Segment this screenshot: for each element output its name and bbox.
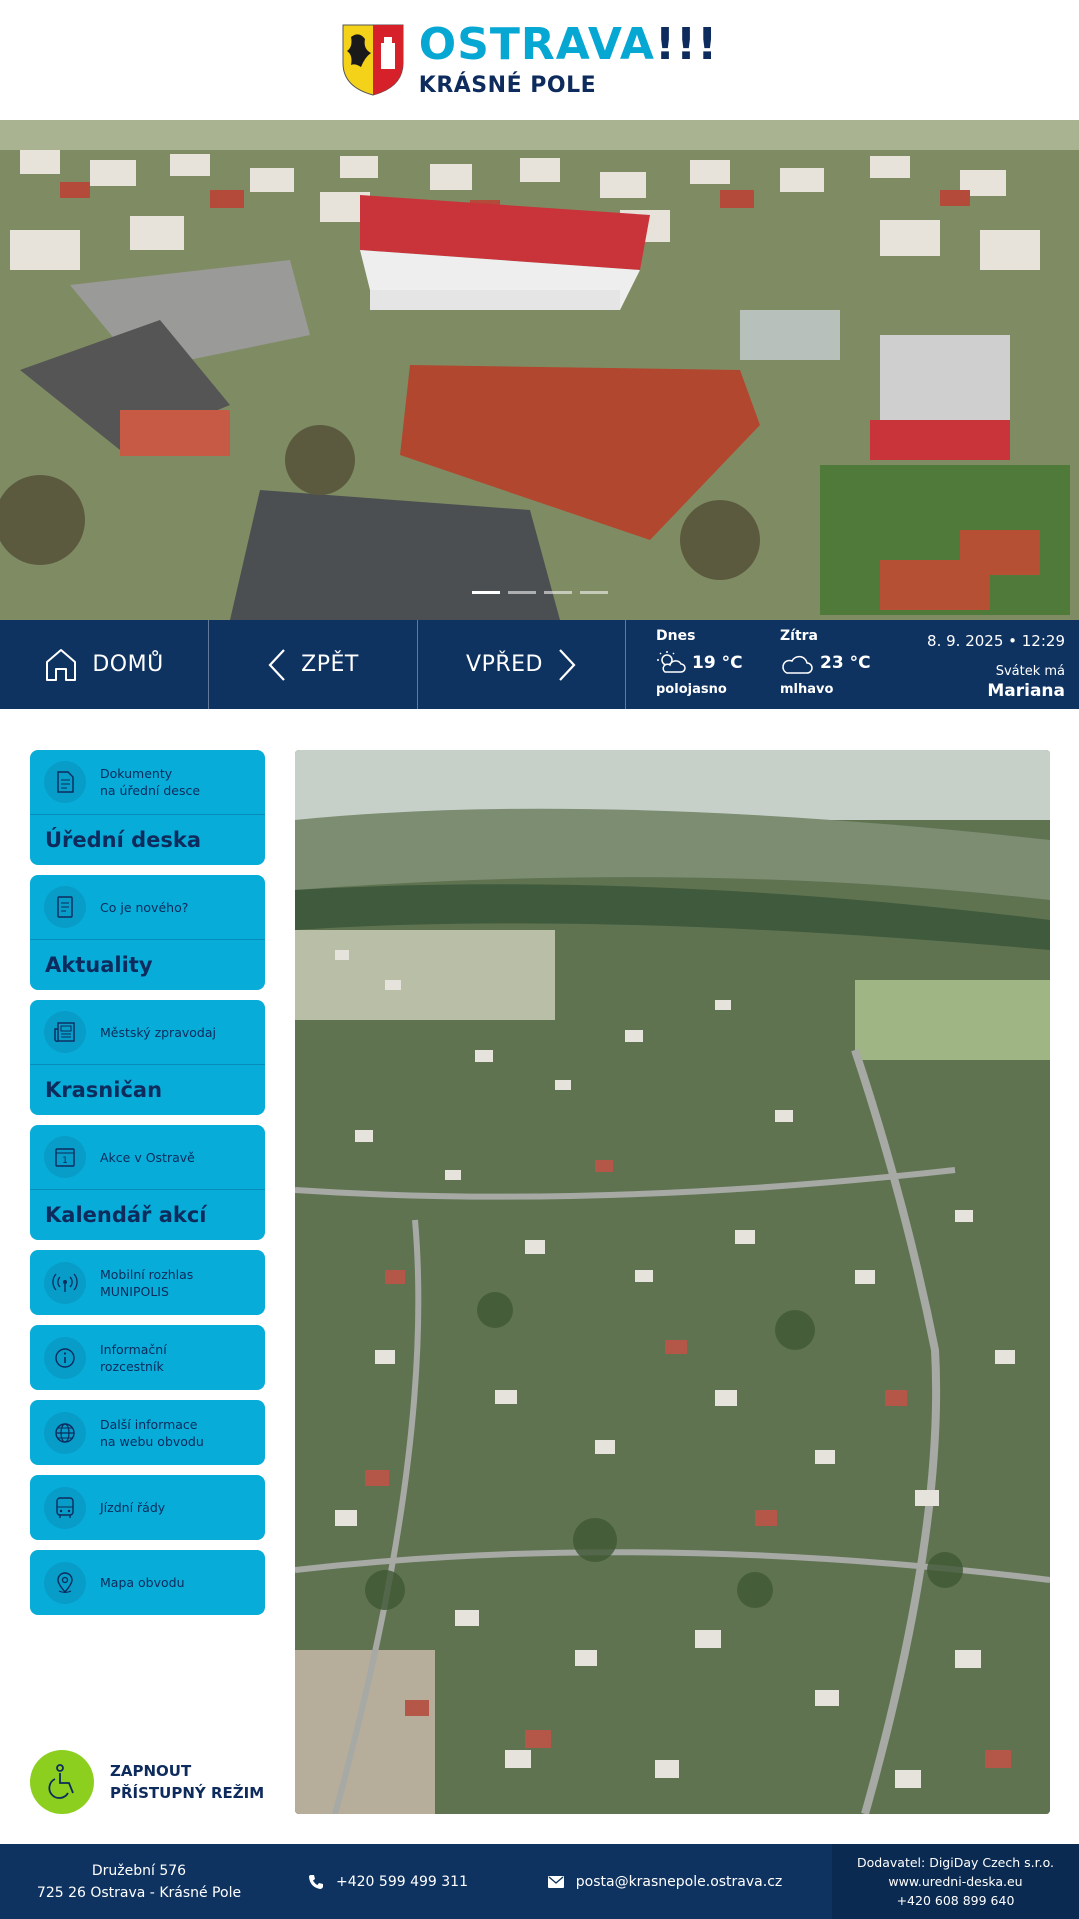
- forward-button[interactable]: [418, 620, 626, 709]
- calendar-icon: [44, 1136, 86, 1178]
- tile-title: Aktuality: [45, 953, 153, 977]
- tile-subtitle: Městský zpravodaj: [100, 1024, 216, 1040]
- tile-subtitle: Akce v Ostravě: [100, 1149, 195, 1165]
- home-icon: [44, 647, 78, 683]
- home-button[interactable]: [0, 620, 209, 709]
- hero-carousel[interactable]: [0, 120, 1079, 620]
- weather-tomorrow-desc: mlhavo: [780, 682, 834, 697]
- weather-today-temp: 19 °C: [692, 653, 743, 673]
- carousel-dots: [0, 591, 1079, 594]
- footer-email-text: posta@krasnepole.ostrava.cz: [575, 1873, 783, 1890]
- tile-web-obvodu[interactable]: [30, 1400, 265, 1465]
- tile-subtitle: Informační rozcestník: [100, 1341, 167, 1374]
- weather-tomorrow-label: Zítra: [780, 628, 818, 644]
- svg-text:1: 1: [62, 1156, 68, 1166]
- sidebar: [30, 750, 265, 1625]
- accessibility-toggle[interactable]: [30, 1750, 264, 1814]
- aerial-photo: [295, 750, 1050, 1814]
- broadcast-icon: [44, 1262, 86, 1304]
- back-label: ZPĚT: [301, 652, 359, 677]
- phone-icon: [308, 1874, 324, 1890]
- mail-icon: [548, 1876, 564, 1888]
- chevron-right-icon: [557, 648, 577, 682]
- tile-jizdni-rady[interactable]: [30, 1475, 265, 1540]
- footer-address: Družební 576 725 26 Ostrava - Krásné Pole: [36, 1862, 242, 1901]
- back-button[interactable]: [209, 620, 418, 709]
- hero-photo: [0, 120, 1079, 620]
- document-icon: [44, 761, 86, 803]
- carousel-dot[interactable]: [472, 591, 500, 594]
- footer-vendor: Dodavatel: DigiDay Czech s.r.o. www.uredni-deska.eu +420 608 899 640: [832, 1844, 1079, 1919]
- tile-subtitle: Jízdní řády: [100, 1500, 166, 1515]
- globe-icon: [44, 1412, 86, 1454]
- logo-district: KRÁSNÉ POLE: [418, 72, 597, 98]
- tile-title: Krasničan: [45, 1078, 163, 1102]
- tile-subtitle: Dokumenty na úřední desce: [100, 766, 201, 798]
- tile-title: Úřední deska: [45, 828, 202, 852]
- tile-subtitle: Mapa obvodu: [100, 1575, 185, 1590]
- footer: [0, 1844, 1079, 1919]
- weather-tomorrow: [780, 628, 904, 709]
- date-time: 8. 9. 2025 • 12:29: [927, 632, 1065, 650]
- tile-title: Kalendář akcí: [45, 1203, 207, 1227]
- partly-sunny-icon: [656, 650, 686, 676]
- weather-today-label: Dnes: [656, 628, 696, 644]
- newspaper-icon: [44, 1011, 86, 1053]
- forward-label: VPŘED: [466, 652, 543, 677]
- tile-subtitle: Mobilní rozhlas MUNIPOLIS: [100, 1266, 194, 1299]
- tile-aktuality[interactable]: [30, 875, 265, 990]
- header: [0, 0, 1079, 120]
- news-icon: [44, 886, 86, 928]
- tile-uredni-deska[interactable]: [30, 750, 265, 865]
- bus-icon: [44, 1487, 86, 1529]
- home-label: DOMŮ: [92, 652, 164, 677]
- wheelchair-icon: [30, 1750, 94, 1814]
- accessibility-label: ZAPNOUT PŘÍSTUPNÝ REŽIM: [110, 1762, 265, 1802]
- tile-mobilni-rozhlas[interactable]: [30, 1250, 265, 1315]
- info-icon: [44, 1337, 86, 1379]
- cloud-icon: [780, 650, 814, 676]
- tile-kalendar-akci[interactable]: [30, 1125, 265, 1240]
- footer-phone-text: +420 599 499 311: [336, 1873, 468, 1890]
- weather-tomorrow-temp: 23 °C: [820, 653, 871, 673]
- tile-krasnican[interactable]: [30, 1000, 265, 1115]
- name-day-name: Mariana: [987, 681, 1065, 701]
- carousel-dot[interactable]: [580, 591, 608, 594]
- footer-email[interactable]: [498, 1874, 832, 1890]
- tile-mapa-obvodu[interactable]: [30, 1550, 265, 1615]
- chevron-left-icon: [267, 648, 287, 682]
- footer-phone[interactable]: [278, 1874, 498, 1890]
- coat-of-arms-icon: [341, 23, 405, 97]
- tile-subtitle: Co je nového?: [100, 899, 189, 915]
- carousel-dot[interactable]: [544, 591, 572, 594]
- tile-subtitle: Další informace na webu obvodu: [100, 1416, 204, 1449]
- nav-bar: [0, 620, 1079, 709]
- logo: [341, 18, 719, 98]
- weather-today: [656, 628, 780, 709]
- name-day-label: Svátek má: [995, 664, 1065, 679]
- tile-informacni-rozcestnik[interactable]: [30, 1325, 265, 1390]
- carousel-dot[interactable]: [508, 591, 536, 594]
- logo-city: OSTRAVA!!!: [418, 18, 719, 70]
- weather-today-desc: polojasno: [656, 682, 727, 697]
- map-pin-icon: [44, 1562, 86, 1604]
- weather-widget: [626, 620, 1079, 709]
